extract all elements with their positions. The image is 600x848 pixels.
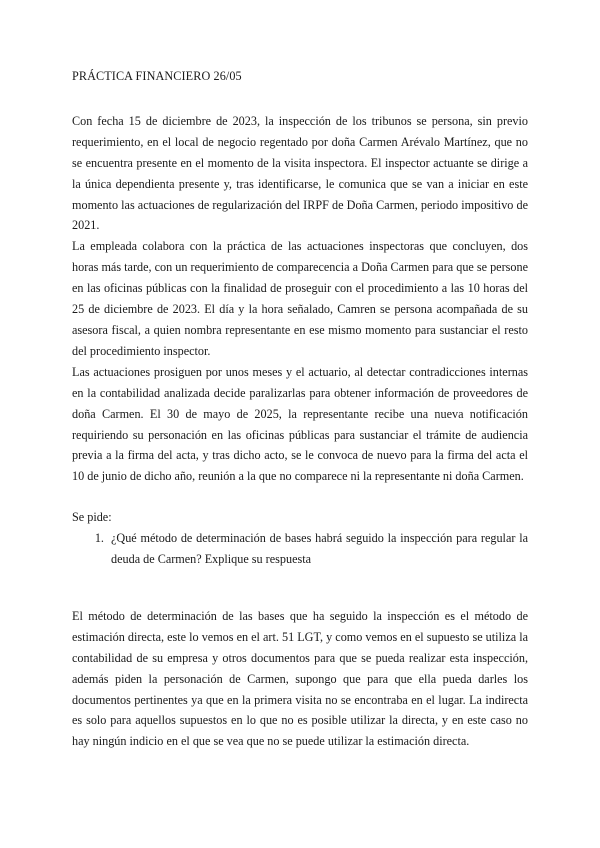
question-item: 1. ¿Qué método de determinación de bases habrá seguido la inspección para regular la deuda de Carmen? Explique su respuesta [107, 528, 528, 570]
statement-paragraph-3: Las actuaciones prosiguen por unos meses y el actuario, al detectar contradicciones internas en la contabilidad analizada decide paralizarlas para obtener información de proveedores de doña Carmen. El 30 de mayo de 2025, la representante recibe una nueva notificación requiriendo su personación en las oficinas públicas para sustanciar el trámite de audiencia previa a la firma del acta, y tras dicho acto, se le convoca de nuevo para la firma del acta el 10 de junio de dicho año, reunión a la que no comparece ni la representante ni doña Carmen. [72, 364, 528, 484]
statement-paragraph-2: La empleada colabora con la práctica de las actuaciones inspectoras que concluyen, dos horas más tarde, con un requerimiento de comparecencia a Doña Carmen para que se persone en las oficinas públicas con la finalidad de proseguir con el procedimiento a las 10 horas del 25 de diciembre de 2023. El día y la hora señalado, Camren se persona acompañada de su asesora fiscal, a quien nombra representante en ese mismo momento para sustanciar el resto del procedimiento inspector. [72, 239, 528, 358]
spacer [72, 87, 528, 111]
spacer [72, 570, 528, 606]
document-title: PRÁCTICA FINANCIERO 26/05 [72, 69, 242, 83]
statement-paragraph-1: Con fecha 15 de diciembre de 2023, la inspección de los tribunos se persona, sin previo requerimiento, en el local de negocio regentado por doña Carmen Arévalo Martínez, que no se encuentra presente en el momento de la visita inspectora. El inspector actuante se dirige a la única dependienta presente y, tras identificarse, le comunica que se van a iniciar en este momento las actuaciones de regularización del IRPF de Doña Carmen, periodo impositivo de 2021. [72, 113, 528, 233]
request-label: Se pide: [72, 510, 112, 525]
spacer [72, 487, 528, 507]
answer-paragraph: El método de determinación de las bases que ha seguido la inspección es el método de estimación directa, este lo vemos en el art. 51 LGT, y como vemos en el supuesto se utiliza la contabilidad de su empresa y otros documentos para que se pueda realizar esta inspección, además piden la personación de Carmen, supongo que para que ella pueda darles los documentos pertinentes ya que en la primera visita no se encontraba en el lugar. La indirecta es solo para aquellos supuestos en lo que no es posible utilizar la directa, y en este caso no hay ningún indicio en el que se vea que no se puede utilizar la estimación directa. [72, 608, 528, 749]
document-body [72, 66, 528, 752]
question-list [72, 528, 528, 570]
